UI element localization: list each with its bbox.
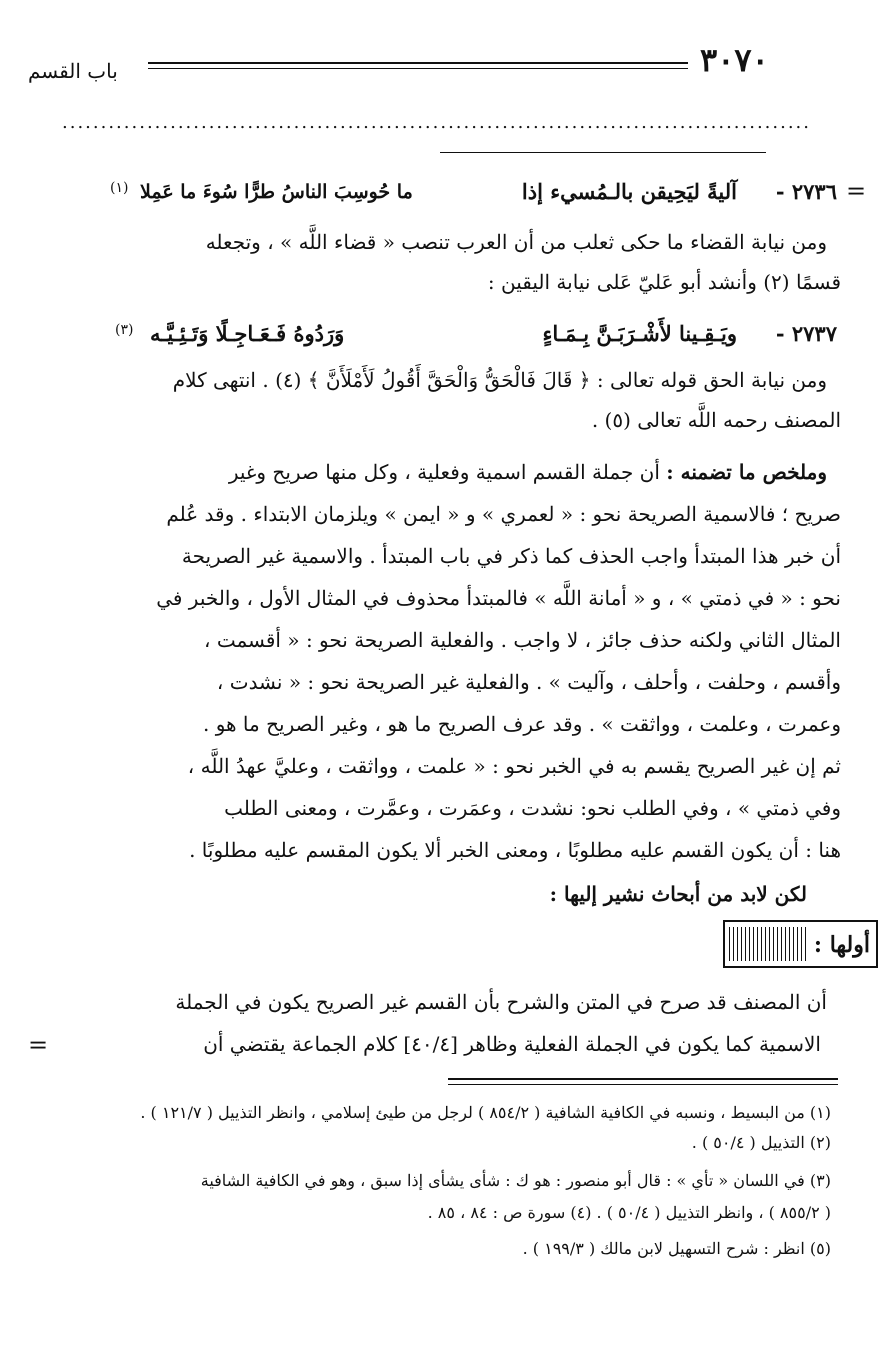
chapter-title: باب القسم (28, 59, 118, 83)
summary-lead: وملخص ما تضمنه : (666, 460, 827, 484)
paragraph-line: صريح ؛ فالاسمية الصريحة نحو : « لعمري » و « ايمن » ويلزمان الابتداء . وقد عُلم (166, 502, 841, 526)
paragraph-line: وفي ذمتي » ، وفي الطلب نحو: نشدت ، وعمَرت ، وعمَّرت ، ومعنى الطلب (224, 796, 841, 820)
dotted-separator: ................................................................................................. (62, 112, 812, 133)
footnote: (١) من البسيط ، ونسبه في الكافية الشافية ( ٨٥٤/٢ ) لرجل من طيئ إسلامي ، وانظر التذييل ( ١٢١/٧ ) . (140, 1103, 831, 1122)
hatch-decoration (729, 927, 809, 961)
footnote: (٥) انظر : شرح التسهيل لابن مالك ( ١٩٩/٣ ) . (522, 1239, 831, 1258)
footnote: (٣) في اللسان « تأي » : قال أبو منصور : هو ك : شأى يشأى إذا سبق ، وهو في الكافية الشافية (200, 1171, 831, 1190)
footnote: ( ٨٥٥/٢ ) ، وانظر التذييل ( ٥٠/٤ ) . (٤) سورة ص : ٨٤ ، ٨٥ . (427, 1203, 831, 1222)
footnote-rule-2 (448, 1084, 838, 1085)
page-number: ٣٠٧٠ (700, 41, 769, 79)
paragraph-line: الاسمية كما يكون في الجملة الفعلية وظاهر [٤٠/٤] كلام الجماعة يقتضي أن (203, 1032, 821, 1056)
section-heading-box (723, 920, 878, 968)
paragraph-line: هنا : أن يكون القسم عليه مطلوبًا ، ومعنى الخبر ألا يكون المقسم عليه مطلوبًا . (189, 838, 841, 862)
verse-hemistich-left: ما حُوسِبَ الناسُ طرًّا سُوءَ ما عَمِلا (140, 181, 413, 203)
verse-number: ٢٧٣٦ - (775, 179, 837, 204)
paragraph-line: وعمرت ، وعلمت ، وواثقت » . وقد عرف الصريح ما هو ، وغير الصريح ما هو . (202, 712, 841, 736)
verse-number: ٢٧٣٧ - (775, 321, 837, 346)
footnote-ref: (١) (110, 180, 129, 196)
header-rule (148, 62, 688, 64)
section-heading: أولها : (813, 932, 870, 958)
paragraph-line: المصنف رحمه اللَّه تعالى (٥) . (591, 408, 841, 432)
verse-hemistich-left: وَرَدُوهُ فَـعَـاجِـلًا وَتَـئِـيَّـه (150, 321, 345, 346)
paragraph-line: أن جملة القسم اسمية وفعلية ، وكل منها صريح وغير (228, 460, 660, 484)
paragraph-line: أن خبر هذا المبتدأ واجب الحذف كما ذكر في باب المبتدأ . والاسمية غير الصريحة (181, 544, 841, 568)
paragraph-line: نحو : « في ذمتي » ، و « أمانة اللَّه » فالمبتدأ محذوف في المثال الأول ، والخبر في (156, 586, 841, 610)
footnote-ref: (٣) (115, 322, 134, 338)
paragraph-line: ومن نيابة الحق قوله تعالى : ﴿ قَالَ فَالْحَقُّ وَالْحَقَّ أَقُولُ لَأَمْلَأَنَّ ﴾ (٤) . انتهى كلام (172, 368, 827, 392)
paragraph-line: أن المصنف قد صرح في المتن والشرح بأن القسم غير الصريح يكون في الجملة (175, 990, 827, 1014)
paragraph-line: المثال الثاني ولكنه حذف جائز ، لا واجب . والفعلية الصريحة نحو : « أقسمت ، (204, 628, 841, 652)
research-intro: لكن لابد من أبحاث نشير إليها : (549, 882, 807, 906)
verse-hemistich-right: آليةً ليَحِيقن بالـمُسيء إذا (521, 179, 737, 204)
section-rule (440, 152, 766, 153)
header-rule-2 (148, 68, 688, 69)
footnote-rule (448, 1078, 838, 1080)
verse-hemistich-right: ويَـقِـينا لأَشْـرَبَـنَّ بِـمَـاءٍ (542, 321, 737, 346)
summary-first-line (40, 454, 827, 490)
footnote: (٢) التذييل ( ٥٠/٤ ) . (691, 1133, 831, 1152)
paragraph-line: قسمًا (٢) وأنشد أبو عَليّ عَلى نيابة اليقين : (487, 270, 841, 294)
paragraph-line: ومن نيابة القضاء ما حكى ثعلب من أن العرب تنصب « قضاء اللَّه » ، وتجعله (205, 230, 827, 254)
continuation-mark: = (846, 177, 867, 205)
paragraph-line: ثم إن غير الصريح يقسم به في الخبر نحو : « علمت ، وواثقت ، وعليَّ عهدُ اللَّه ، (187, 754, 841, 778)
paragraph-line: وأقسم ، وحلفت ، وأحلف ، وآليت » . والفعلية غير الصريحة نحو : « نشدت ، (216, 670, 841, 694)
continuation-mark: = (28, 1031, 49, 1059)
